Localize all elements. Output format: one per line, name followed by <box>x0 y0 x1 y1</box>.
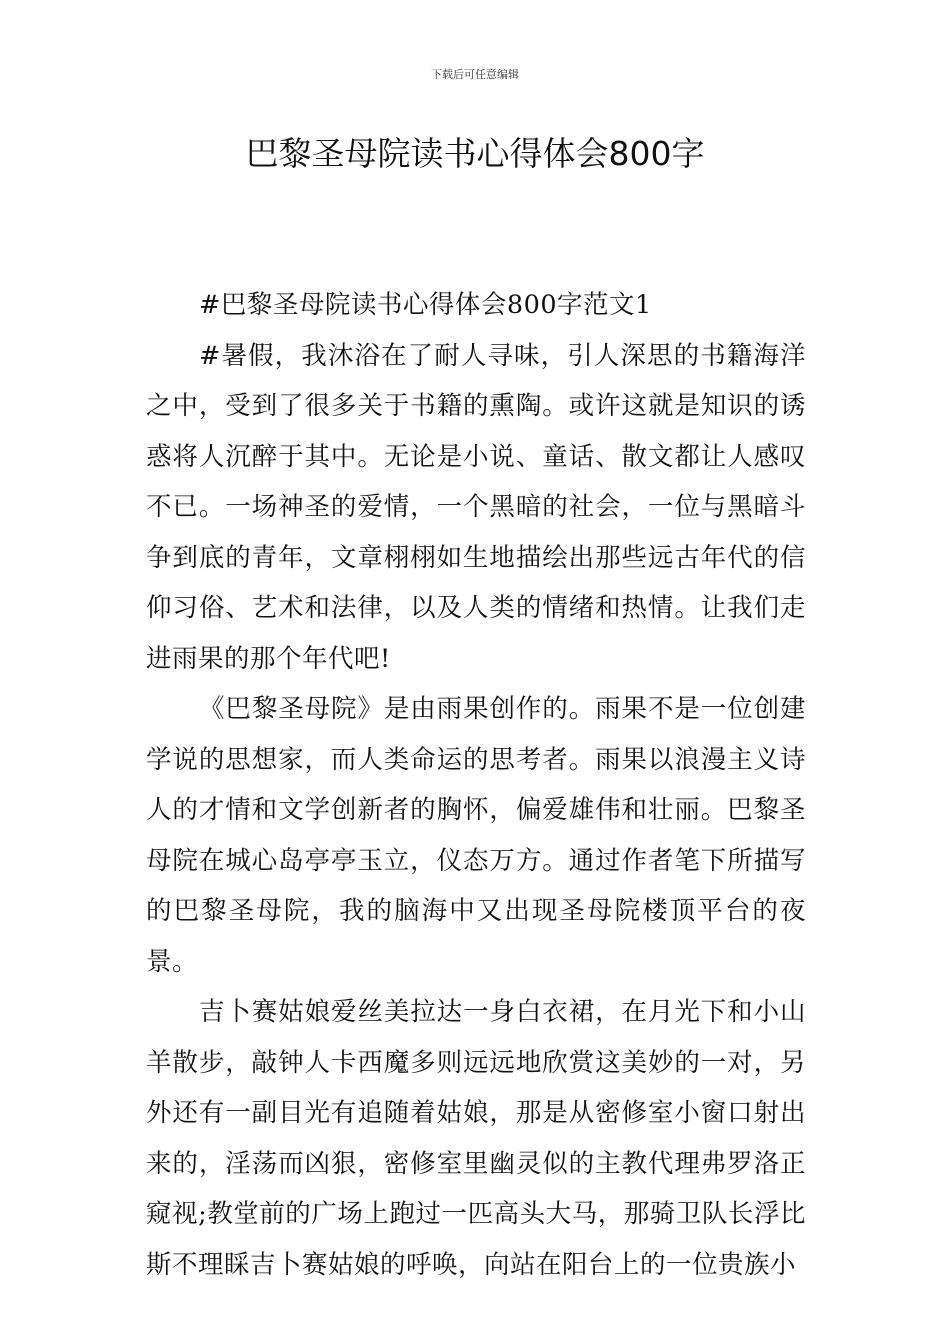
paragraph-heading: #巴黎圣母院读书心得体会800字范文1 <box>199 290 652 320</box>
paragraph-1: #暑假，我沐浴在了耐人寻味，引人深思的书籍海洋之中，受到了很多关于书籍的熏陶。或许这就是知识的诱惑将人沉醉于其中。无论是小说、童话、散文都让人感叹不已。一场神圣的爱情，一个黑暗的社会，一位与黑暗斗争到底的青年，文章栩栩如生地描绘出那些远古年代的信仰习俗、艺术和法律，以及人类的情绪和热情。让我们走进雨果的那个年代吧! <box>146 340 806 674</box>
document-title: 巴黎圣母院读书心得体会800字 <box>245 134 705 173</box>
header-note: 下载后可任意编辑 <box>431 68 519 81</box>
document-body <box>146 280 806 1290</box>
paragraph-3: 吉卜赛姑娘爱丝美拉达一身白衣裙，在月光下和小山羊散步，敲钟人卡西魔多则远远地欣赏这美妙的一对，另外还有一副目光有追随着姑娘，那是从密修室小窗口射出来的，淫荡而凶狠，密修室里幽灵似的主教代理弗罗洛正窥视;教堂前的广场上跑过一匹高头大马，那骑卫队长浮比斯不理睬吉卜赛姑娘的呼唤，向站在阳台上的一位贵族小 <box>146 997 806 1280</box>
paragraph-2: 《巴黎圣母院》是由雨果创作的。雨果不是一位创建学说的思想家，而人类命运的思考者。雨果以浪漫主义诗人的才情和文学创新者的胸怀，偏爱雄伟和壮丽。巴黎圣母院在城心岛亭亭玉立，仪态万方。通过作者笔下所描写的巴黎圣母院，我的脑海中又出现圣母院楼顶平台的夜景。 <box>146 694 806 977</box>
